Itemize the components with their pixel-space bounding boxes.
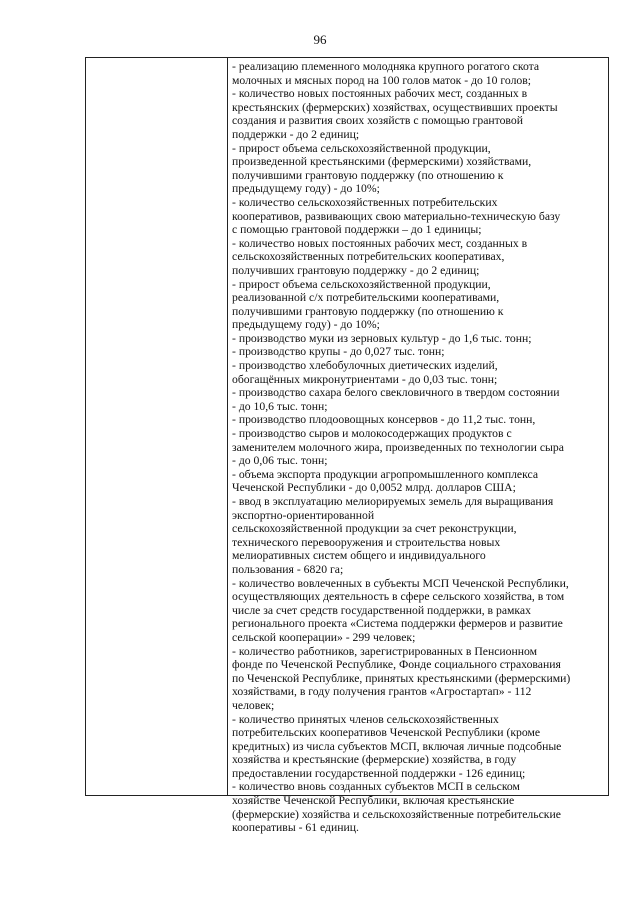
text-line: - количество вновь созданных субъектов МСП в сельском xyxy=(232,780,520,794)
text-line: - реализацию племенного молодняка крупного рогатого скота xyxy=(232,60,540,73)
text-line: молочных и мясных пород на 100 голов маток - до 10 голов; xyxy=(232,73,532,87)
text-line: фонде по Чеченской Республике, Фонде социального страхования xyxy=(232,658,561,672)
text-line: - объема экспорта продукции агропромышленного комплекса xyxy=(232,467,539,481)
text-line: - количество новых постоянных рабочих мест, созданных в xyxy=(232,236,528,250)
text-line: регионального проекта «Система поддержки фермеров и развитие xyxy=(232,617,563,631)
text-line: реализованной с/х потребительскими кооперативами, xyxy=(232,291,500,305)
text-line: мелиоративных систем общего и индивидуального xyxy=(232,549,486,563)
text-line: (фермерские) хозяйства и сельскохозяйственные потребительские xyxy=(232,807,561,821)
text-line: кредитных) из числа субъектов МСП, включая личные подсобные xyxy=(232,739,562,753)
text-line: получившими грантовую поддержку (по отношению к xyxy=(232,304,504,318)
text-line: - ввод в эксплуатацию мелиорируемых земель для выращивания xyxy=(232,495,554,508)
text-line: создания и развития своих хозяйств с помощью грантовой xyxy=(232,114,523,128)
table-left-cell xyxy=(86,58,227,795)
text-line: сельскохозяйственной продукции за счет реконструкции, xyxy=(232,522,517,536)
document-table xyxy=(85,57,609,835)
text-line: - прирост объема сельскохозяйственной продукции, xyxy=(232,277,491,291)
text-line: сельскохозяйственных потребительских кооперативах, xyxy=(232,250,505,264)
text-line: числе за счет средств государственной поддержки, в рамках xyxy=(232,603,531,617)
table-right-cell xyxy=(232,60,604,835)
text-line: предыдущему году) - до 10%; xyxy=(232,182,380,196)
text-line: человек; xyxy=(232,698,275,712)
text-line: технического перевооружения и строительства новых xyxy=(232,535,501,549)
text-line: - производство муки из зерновых культур - до 1,6 тыс. тонн; xyxy=(232,331,532,345)
text-line: Чеченской Республики - до 0,0052 млрд. долларов США; xyxy=(232,481,516,495)
column-divider xyxy=(227,58,228,795)
text-line: поддержки - до 2 единиц; xyxy=(232,127,360,141)
text-line: - производство крупы - до 0,027 тыс. тонн; xyxy=(232,345,445,359)
text-line: предоставлении государственной поддержки - 126 единиц; xyxy=(232,766,526,780)
text-line: - количество работников, зарегистрированных в Пенсионном xyxy=(232,644,538,658)
text-line: кооперативы - 61 единиц. xyxy=(232,821,359,835)
text-line: - производство сыров и молокосодержащих продуктов с xyxy=(232,427,512,441)
text-line: - количество новых постоянных рабочих мест, созданных в xyxy=(232,87,528,101)
text-line: хозяйства и крестьянские (фермерские) хозяйства, в году xyxy=(232,753,517,767)
text-line: потребительских кооперативов Чеченской Республики (кроме xyxy=(232,726,541,740)
text-line: кооперативов, развивающих свою материально-техническую базу xyxy=(232,209,561,223)
text-line: - количество вовлеченных в субъекты МСП Чеченской Республики, xyxy=(232,576,569,590)
text-line: произведенной крестьянскими (фермерскими) хозяйствами, xyxy=(232,155,532,169)
text-line: - количество сельскохозяйственных потребительских xyxy=(232,195,498,209)
text-line: заменителем молочного жира, произведенных по технологии сыра xyxy=(232,440,564,454)
text-line: хозяйстве Чеченской Республики, включая крестьянские xyxy=(232,794,515,808)
text-line: с помощью грантовой поддержки – до 1 единицы; xyxy=(232,223,482,237)
text-line: осуществляющих деятельность в сфере сельского хозяйства, в том xyxy=(232,590,565,604)
text-line: по Чеченской Республике, принятых крестьянскими (фермерскими) xyxy=(232,671,571,685)
text-line: обогащённых микронутриентами - до 0,03 тыс. тонн; xyxy=(232,372,498,386)
text-line: - до 0,06 тыс. тонн; xyxy=(232,454,328,468)
text-line: получившими грантовую поддержку (по отношению к xyxy=(232,168,504,182)
text-line: получивших грантовую поддержку - до 2 единиц; xyxy=(232,263,480,277)
text-line: - производство сахара белого свекловичного в твердом состоянии xyxy=(232,386,560,400)
text-line: крестьянских (фермерских) хозяйствах, осуществивших проекты xyxy=(232,100,558,114)
text-line: - до 10,6 тыс. тонн; xyxy=(232,399,328,413)
text-line: сельской кооперации» - 299 человек; xyxy=(232,630,416,644)
page-number: 96 xyxy=(313,32,327,47)
text-line: пользования - 6820 га; xyxy=(232,562,344,576)
text-line: - прирост объема сельскохозяйственной продукции, xyxy=(232,141,491,155)
text-line: - производство хлебобулочных диетических изделий, xyxy=(232,359,498,373)
text-line: экспортно-ориентированной xyxy=(232,508,375,522)
text-line: - производство плодоовощных консервов - до 11,2 тыс. тонн, xyxy=(232,413,536,427)
text-line: предыдущему году) - до 10%; xyxy=(232,318,380,332)
text-line: - количество принятых членов сельскохозяйственных xyxy=(232,712,499,726)
text-line: хозяйствами, в году получения грантов «Агростартап» - 112 xyxy=(232,685,532,699)
